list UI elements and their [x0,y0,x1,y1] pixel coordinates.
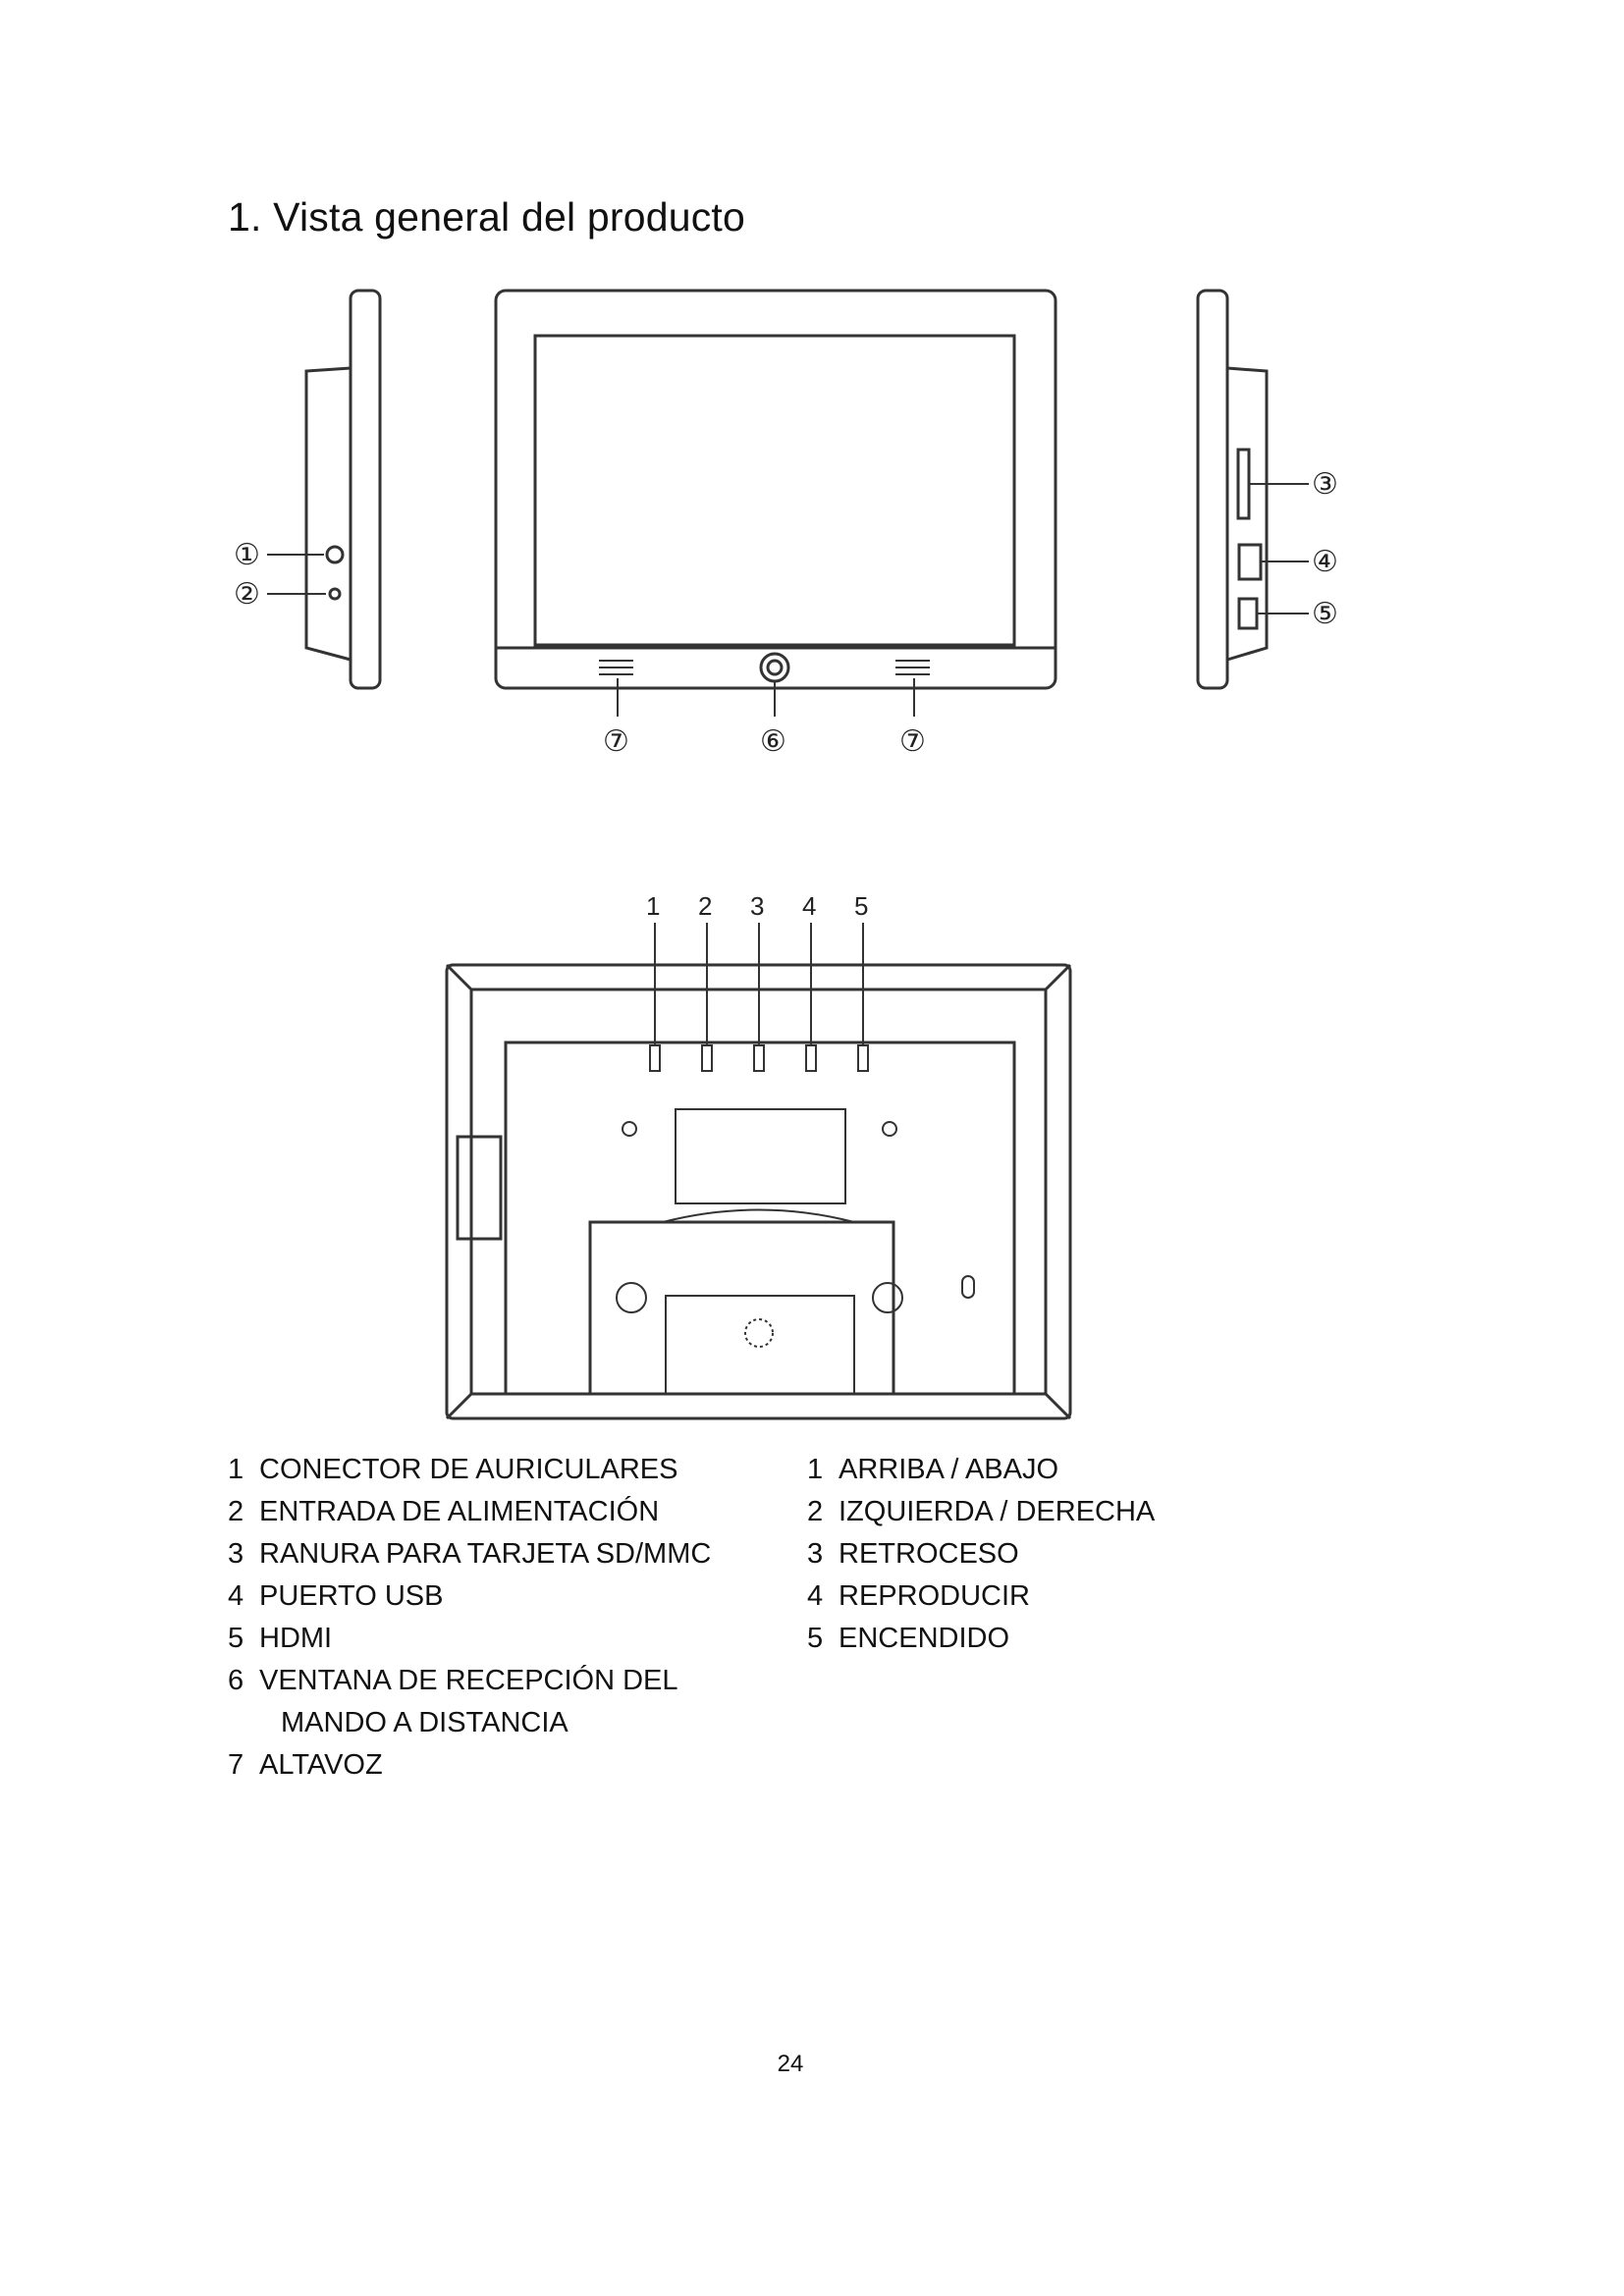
legend-text: ALTAVOZ [259,1749,383,1781]
back-callout-2: 2 [698,891,713,921]
product-views-drawing [196,275,1375,785]
legend-item [807,1449,1357,1491]
legend-text: ENCENDIDO [839,1623,1010,1654]
legend-num: 5 [807,1623,824,1654]
callout-7-right: ⑦ [899,725,926,758]
legend-num: 4 [228,1580,244,1612]
legend-text: ARRIBA / ABAJO [839,1454,1059,1485]
ports-legend [228,1449,778,1787]
legend-num: 3 [228,1538,244,1570]
callout-5: ⑤ [1312,598,1338,630]
legend-num: 1 [228,1454,244,1485]
legend-item [228,1491,778,1533]
legend-text: VENTANA DE RECEPCIÓN DEL [259,1665,678,1696]
right-side-view [1198,291,1309,688]
legend-item [228,1449,778,1491]
legend-num: 1 [807,1454,824,1485]
legend-item [807,1618,1357,1660]
legend-item [807,1491,1357,1533]
page-number: 24 [777,2051,804,2077]
callout-1: ① [234,539,260,571]
legend-text: HDMI [259,1623,333,1654]
callout-3: ③ [1312,468,1338,501]
legend-num: 6 [228,1665,244,1696]
legend-num: 2 [228,1496,244,1527]
legend-text-continued: MANDO A DISTANCIA [281,1707,568,1738]
legend-text: RETROCESO [839,1538,1019,1570]
legend-item [228,1744,778,1787]
buttons-legend [807,1449,1357,1660]
legend-num: 3 [807,1538,824,1570]
legend-text: ENTRADA DE ALIMENTACIÓN [259,1496,660,1527]
back-view-figure [412,864,1119,1433]
left-side-view [267,291,380,688]
legend-item [807,1533,1357,1575]
legend-text: CONECTOR DE AURICULARES [259,1454,678,1485]
callout-6: ⑥ [760,725,786,758]
legend-text: PUERTO USB [259,1580,444,1612]
back-callout-4: 4 [802,891,817,921]
legend-num: 7 [228,1749,244,1781]
callout-7-left: ⑦ [603,725,629,758]
legend-text: IZQUIERDA / DERECHA [839,1496,1156,1527]
back-view-drawing [412,864,1119,1433]
front-view [496,291,1056,717]
legend-item [228,1660,778,1744]
legend-text: REPRODUCIR [839,1580,1030,1612]
back-callout-1: 1 [646,891,661,921]
legend-item [228,1618,778,1660]
legend-num: 4 [807,1580,824,1612]
callout-4: ④ [1312,546,1338,578]
legend-num: 5 [228,1623,244,1654]
page-title: 1. Vista general del producto [228,194,746,240]
legend-text: RANURA PARA TARJETA SD/MMC [259,1538,712,1570]
legend-num: 2 [807,1496,824,1527]
product-views-figure [196,275,1375,785]
legend-item [807,1575,1357,1618]
back-callout-3: 3 [750,891,765,921]
legend-item [228,1575,778,1618]
back-callout-5: 5 [854,891,869,921]
legend-item [228,1533,778,1575]
callout-2: ② [234,578,260,611]
